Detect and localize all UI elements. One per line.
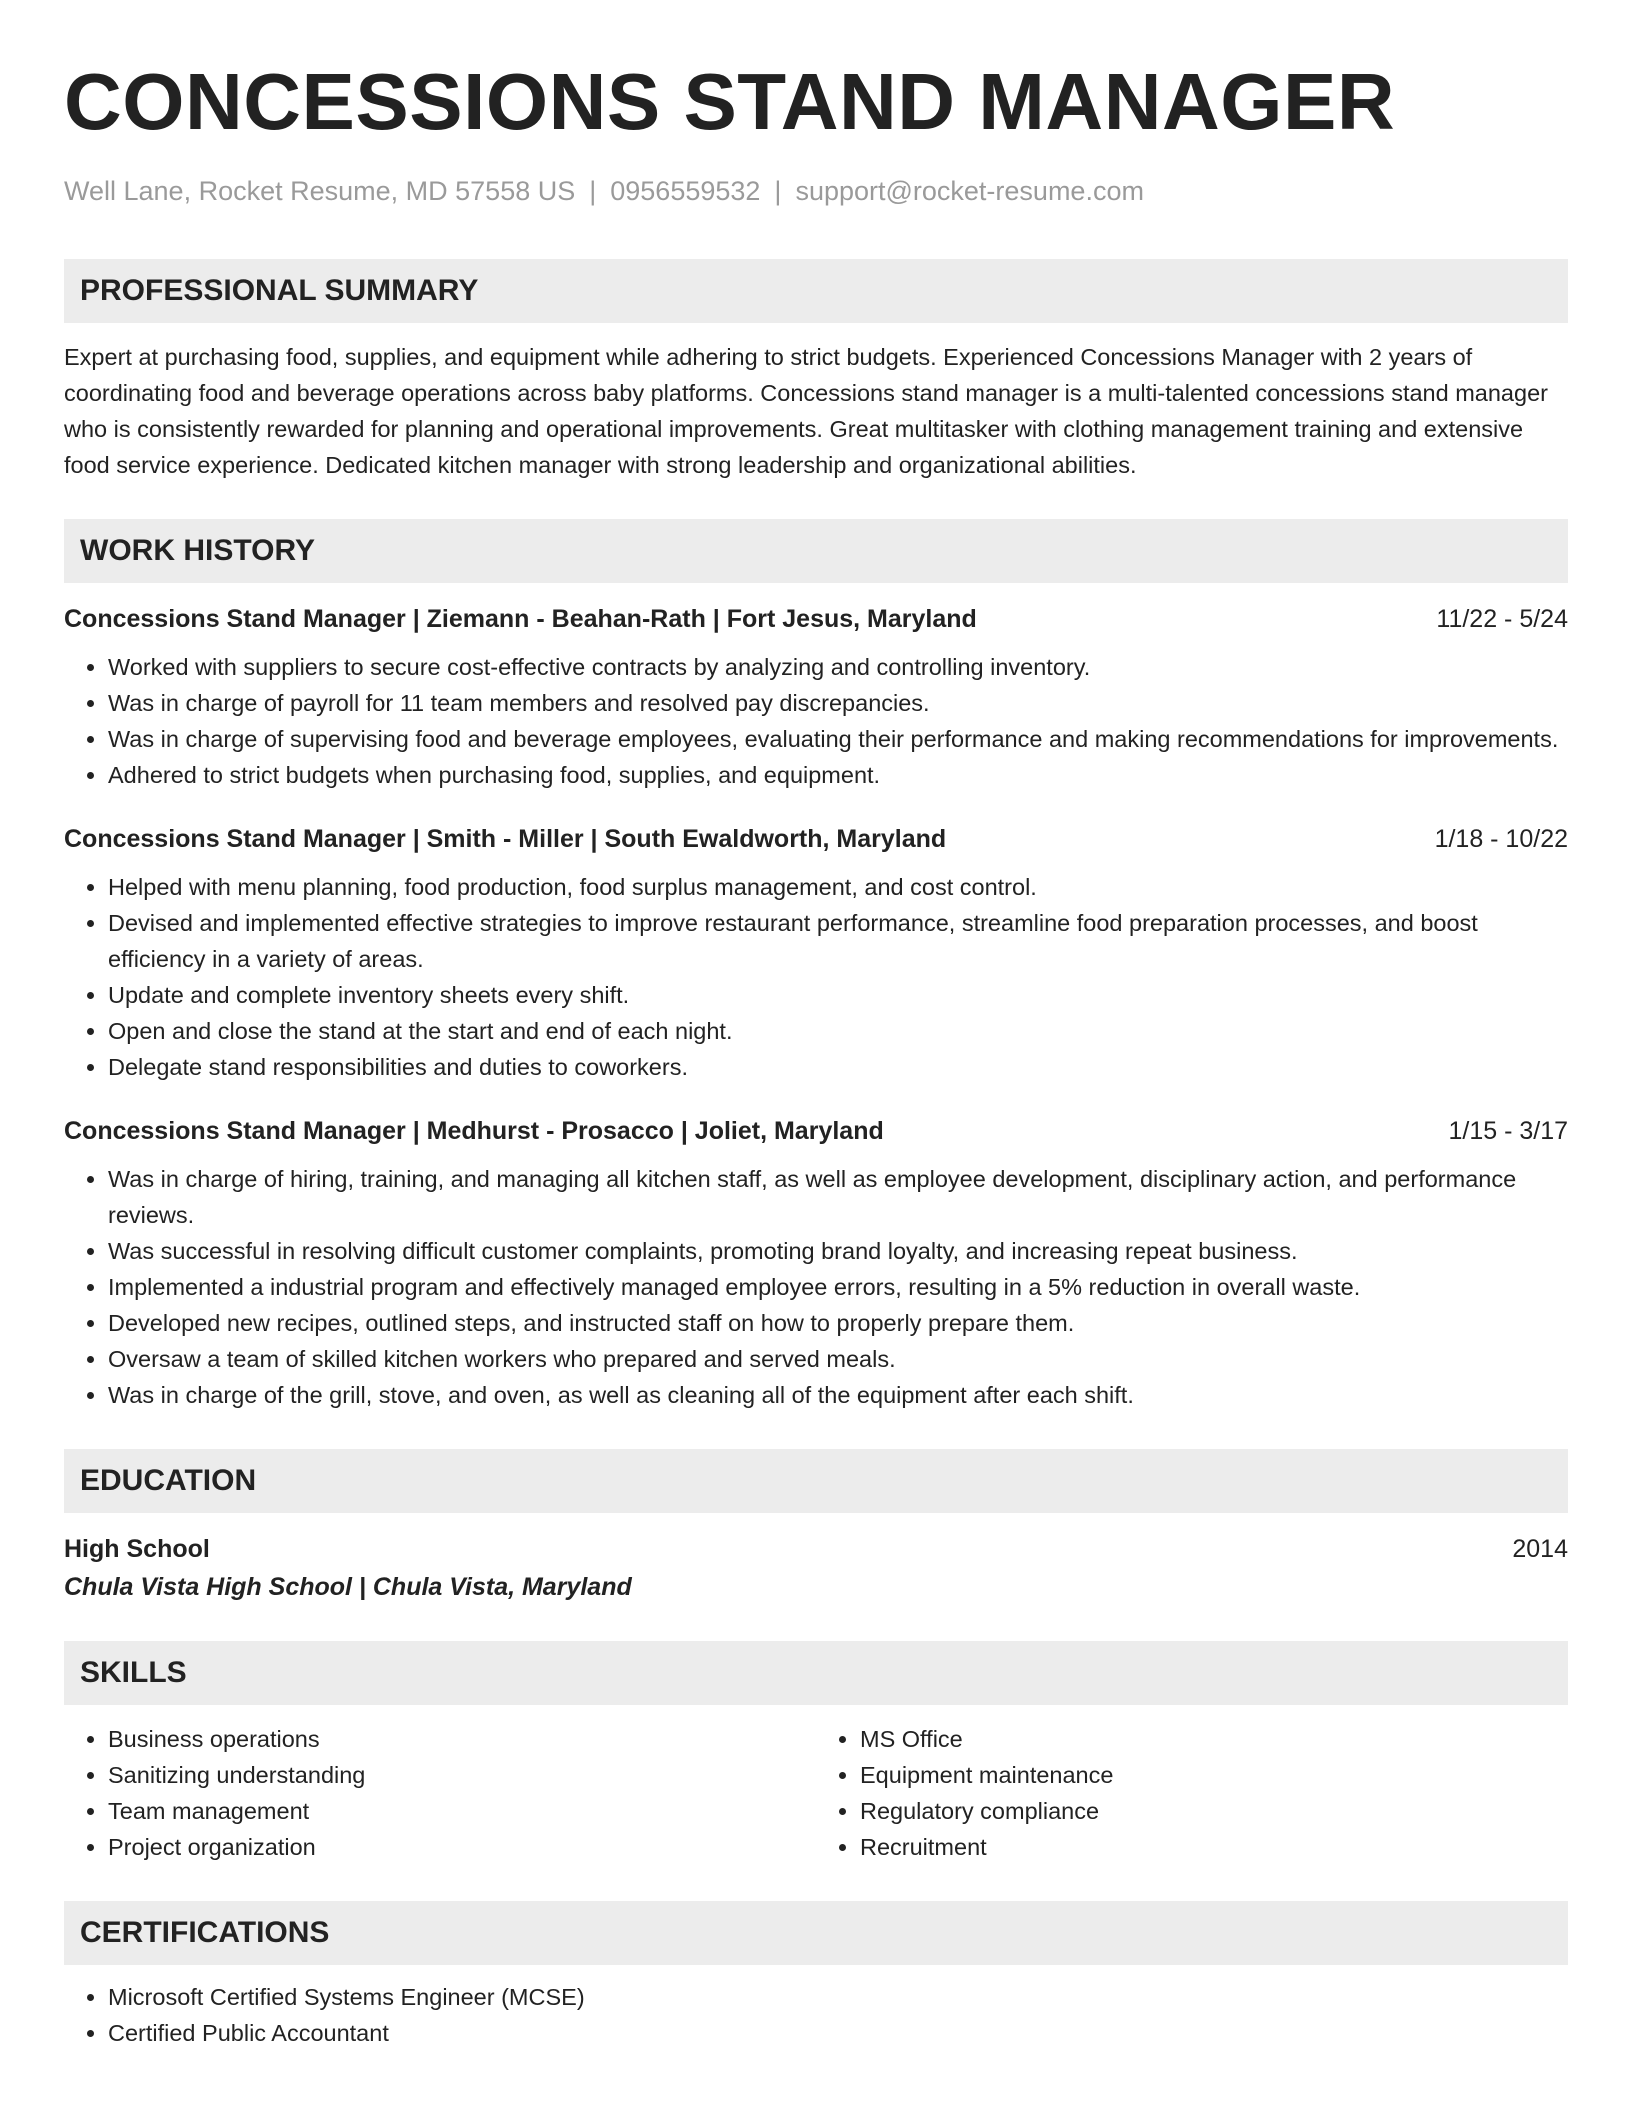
skill-item: • MS Office bbox=[860, 1721, 1568, 1757]
skill-item: • Business operations bbox=[108, 1721, 816, 1757]
job-dates: 1/18 - 10/22 bbox=[1434, 825, 1568, 853]
skills-columns bbox=[64, 1721, 1568, 1865]
job-bullet: • Was in charge of the grill, stove, and oven, as well as cleaning all of the equipment after each shift. bbox=[108, 1377, 1568, 1413]
job-bullets bbox=[64, 1161, 1568, 1413]
skill-item: • Sanitizing understanding bbox=[108, 1757, 816, 1793]
education-degree: High School bbox=[64, 1535, 210, 1563]
certification-item: • Microsoft Certified Systems Engineer (MCSE) bbox=[108, 1979, 1568, 2015]
skill-item: • Project organization bbox=[108, 1829, 816, 1865]
section-heading-skills: SKILLS bbox=[64, 1641, 1568, 1705]
job-bullet: • Was in charge of payroll for 11 team members and resolved pay discrepancies. bbox=[108, 685, 1568, 721]
job-entry bbox=[64, 603, 1568, 793]
education-year: 2014 bbox=[1512, 1535, 1568, 1563]
job-entry bbox=[64, 823, 1568, 1085]
job-bullets bbox=[64, 869, 1568, 1085]
job-bullet: • Developed new recipes, outlined steps, and instructed staff on how to properly prepare them. bbox=[108, 1305, 1568, 1341]
skills-list-left bbox=[64, 1721, 816, 1865]
job-bullet: • Delegate stand responsibilities and duties to coworkers. bbox=[108, 1049, 1568, 1085]
job-title: Concessions Stand Manager | Ziemann - Beahan-Rath | Fort Jesus, Maryland bbox=[64, 605, 977, 633]
job-bullet: • Open and close the stand at the start and end of each night. bbox=[108, 1013, 1568, 1049]
job-bullet: • Adhered to strict budgets when purchasing food, supplies, and equipment. bbox=[108, 757, 1568, 793]
contact-phone: 0956559532 bbox=[610, 176, 761, 206]
job-bullet: • Oversaw a team of skilled kitchen workers who prepared and served meals. bbox=[108, 1341, 1568, 1377]
contact-email: support@rocket-resume.com bbox=[795, 176, 1144, 206]
contact-address: Well Lane, Rocket Resume, MD 57558 US bbox=[64, 176, 576, 206]
section-heading-certifications: CERTIFICATIONS bbox=[64, 1901, 1568, 1965]
job-title: Concessions Stand Manager | Smith - Miller | South Ewaldworth, Maryland bbox=[64, 825, 947, 853]
job-bullet: • Update and complete inventory sheets every shift. bbox=[108, 977, 1568, 1013]
job-entry bbox=[64, 1115, 1568, 1413]
certifications-list bbox=[64, 1979, 1568, 2051]
contact-separator: | bbox=[774, 176, 782, 206]
skill-item: • Team management bbox=[108, 1793, 816, 1829]
job-bullet: • Was in charge of supervising food and beverage employees, evaluating their performance and making recommendations for improvements. bbox=[108, 721, 1568, 757]
skill-item: • Regulatory compliance bbox=[860, 1793, 1568, 1829]
section-heading-education: EDUCATION bbox=[64, 1449, 1568, 1513]
contact-line bbox=[64, 176, 1568, 207]
resume-title: CONCESSIONS STAND MANAGER bbox=[64, 57, 1396, 146]
contact-separator: | bbox=[589, 176, 597, 206]
job-header bbox=[64, 823, 1568, 855]
job-bullet: • Was in charge of hiring, training, and managing all kitchen staff, as well as employee development, disciplinary action, and performance reviews. bbox=[108, 1161, 1568, 1233]
skill-item: • Recruitment bbox=[860, 1829, 1568, 1865]
job-title: Concessions Stand Manager | Medhurst - Prosacco | Joliet, Maryland bbox=[64, 1117, 884, 1145]
section-heading-summary: PROFESSIONAL SUMMARY bbox=[64, 259, 1568, 323]
job-bullet: • Helped with menu planning, food production, food surplus management, and cost control. bbox=[108, 869, 1568, 905]
job-dates: 11/22 - 5/24 bbox=[1436, 605, 1568, 633]
summary-text: Expert at purchasing food, supplies, and equipment while adhering to strict budgets. Experienced Concessions Manager with 2 years of coordinating food and beverage operations across baby platforms. Concessions stand manager is a multi-talented concessions stand manager who is consistently rewarded for planning and operational improvements. Great multitasker with clothing management training and extensive food service experience. Dedicated kitchen manager with strong leadership and organizational abilities. bbox=[64, 344, 1548, 478]
job-bullet: • Devised and implemented effective strategies to improve restaurant performance, streamline food preparation processes, and boost efficiency in a variety of areas. bbox=[108, 905, 1568, 977]
job-bullet: • Worked with suppliers to secure cost-effective contracts by analyzing and controlling inventory. bbox=[108, 649, 1568, 685]
certification-item: • Certified Public Accountant bbox=[108, 2015, 1568, 2051]
job-bullet: • Was successful in resolving difficult customer complaints, promoting brand loyalty, and increasing repeat business. bbox=[108, 1233, 1568, 1269]
job-dates: 1/15 - 3/17 bbox=[1448, 1117, 1568, 1145]
education-row bbox=[64, 1531, 1568, 1567]
section-heading-work: WORK HISTORY bbox=[64, 519, 1568, 583]
skill-item: • Equipment maintenance bbox=[860, 1757, 1568, 1793]
job-header bbox=[64, 603, 1568, 635]
job-bullet: • Implemented a industrial program and effectively managed employee errors, resulting in a 5% reduction in overall waste. bbox=[108, 1269, 1568, 1305]
education-school: Chula Vista High School | Chula Vista, Maryland bbox=[64, 1573, 632, 1601]
job-header bbox=[64, 1115, 1568, 1147]
job-bullets bbox=[64, 649, 1568, 793]
skills-list-right bbox=[816, 1721, 1568, 1865]
